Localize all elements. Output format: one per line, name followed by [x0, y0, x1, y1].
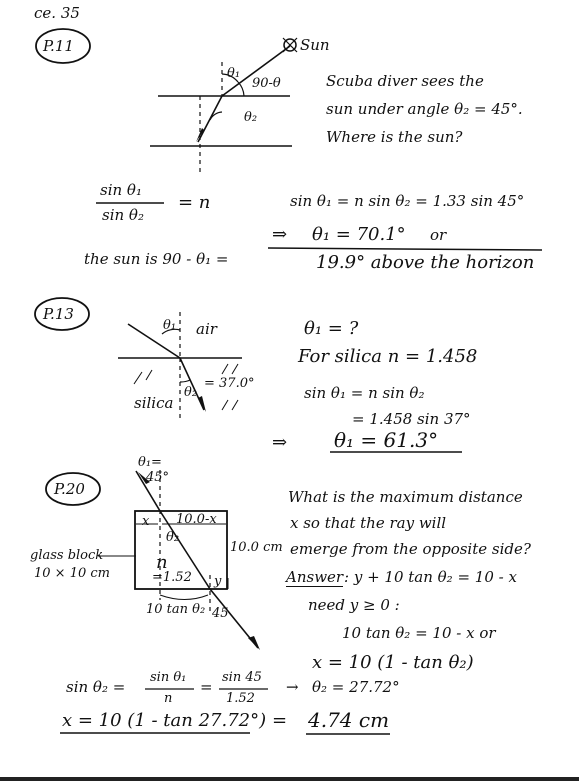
p11-text-line1: Scuba diver sees the: [326, 72, 484, 90]
p20-final-val: 4.74 cm: [308, 708, 390, 732]
p20-label: P.20: [54, 480, 85, 498]
p20-eq-a: 10 tan θ₂ = 10 - x or: [342, 624, 496, 642]
p20-angle45: 45: [212, 606, 229, 621]
p13-given: θ₁ = ?: [304, 318, 359, 339]
p20-answer-eq: : y + 10 tan θ₂ = 10 - x: [344, 568, 517, 586]
p20-n-val: =1.52: [152, 570, 192, 585]
p20-ten-tan: 10 tan θ₂: [146, 602, 206, 617]
p13-arrow: ⇒: [272, 432, 288, 453]
p20-theta1-val: 45°: [146, 470, 170, 485]
scan-edge: [0, 777, 579, 781]
p13-result: θ₁ = 61.3°: [334, 428, 439, 452]
p20-snell-result: θ₂ = 27.72°: [312, 678, 400, 696]
p11-label: P.11: [43, 37, 74, 55]
p20-final-lhs: x = 10 (1 - tan 27.72°): [62, 710, 267, 731]
p20-ten-minus-x: 10.0-x: [176, 512, 217, 527]
p13-label: P.13: [43, 305, 74, 323]
p20-snell-num2: sin 45: [222, 670, 262, 685]
p20-snell-arrow: →: [286, 678, 299, 696]
p11-angle-comp: 90-θ: [252, 76, 281, 91]
p13-theta2: θ₂: [184, 385, 198, 400]
p13-for-silica: For silica n = 1.458: [298, 346, 478, 367]
p11-eq-rhs: = n: [178, 192, 211, 213]
p13-angle: = 37.0°: [204, 376, 255, 391]
p13-eq2: = 1.458 sin 37°: [352, 410, 471, 428]
sun-label: Sun: [300, 36, 330, 54]
page-reference: ce. 35: [34, 4, 80, 22]
p20-x: x: [142, 514, 150, 529]
p13-theta1: θ₁: [163, 318, 177, 333]
p11-or: or: [430, 226, 447, 244]
p20-glass2: 10 × 10 cm: [34, 566, 110, 581]
p20-need: need y ≥ 0 :: [308, 596, 400, 614]
p20-snell-den1: n: [164, 691, 173, 706]
p20-final-eq: =: [272, 710, 288, 731]
p11-eq-num: sin θ₁: [100, 181, 142, 199]
p11-result-arrow: ⇒: [272, 224, 288, 245]
p13-air: air: [196, 320, 217, 338]
p20-q2: x so that the ray will: [290, 514, 447, 532]
p13-eq1: sin θ₁ = n sin θ₂: [304, 384, 425, 402]
p20-glass1: glass block: [30, 548, 104, 563]
p11-eq-den: sin θ₂: [102, 206, 144, 224]
p11-sun-is: the sun is 90 - θ₁ =: [84, 250, 229, 268]
p20-answer-label: Answer: [286, 568, 344, 586]
p20-theta1: θ₁=: [138, 455, 162, 470]
p11-text-line2: sun under angle θ₂ = 45°.: [326, 100, 523, 118]
p13-ray-silica: [180, 358, 204, 410]
p13-silica: silica: [134, 394, 174, 412]
p20-q3: emerge from the opposite side?: [290, 540, 531, 558]
p11-result: θ₁ = 70.1°: [312, 224, 406, 245]
p20-snell-a: sin θ₂ =: [66, 678, 126, 696]
p20-eq-b: x = 10 (1 - tan θ₂): [312, 652, 474, 673]
p11-eq-right: sin θ₁ = n sin θ₂ = 1.33 sin 45°: [290, 192, 525, 210]
p11-text-line3: Where is the sun?: [326, 128, 463, 146]
p20-side: 10.0 cm: [230, 540, 283, 555]
p20-snell-den2: 1.52: [226, 691, 255, 706]
p20-snell-num1: sin θ₁: [150, 670, 187, 685]
p20-q1: What is the maximum distance: [288, 488, 523, 506]
p20-ray-arrow: [248, 636, 260, 650]
p11-theta2: θ₂: [244, 110, 258, 125]
p11-final: 19.9° above the horizon: [316, 252, 535, 273]
p20-snell-eq: =: [200, 678, 213, 696]
p20-n: n: [156, 552, 168, 573]
p11-theta1: θ₁: [227, 66, 241, 81]
p20-theta2: θ₂: [166, 530, 180, 545]
p11-final-underline: [268, 248, 542, 250]
p20-y: y: [214, 574, 222, 589]
